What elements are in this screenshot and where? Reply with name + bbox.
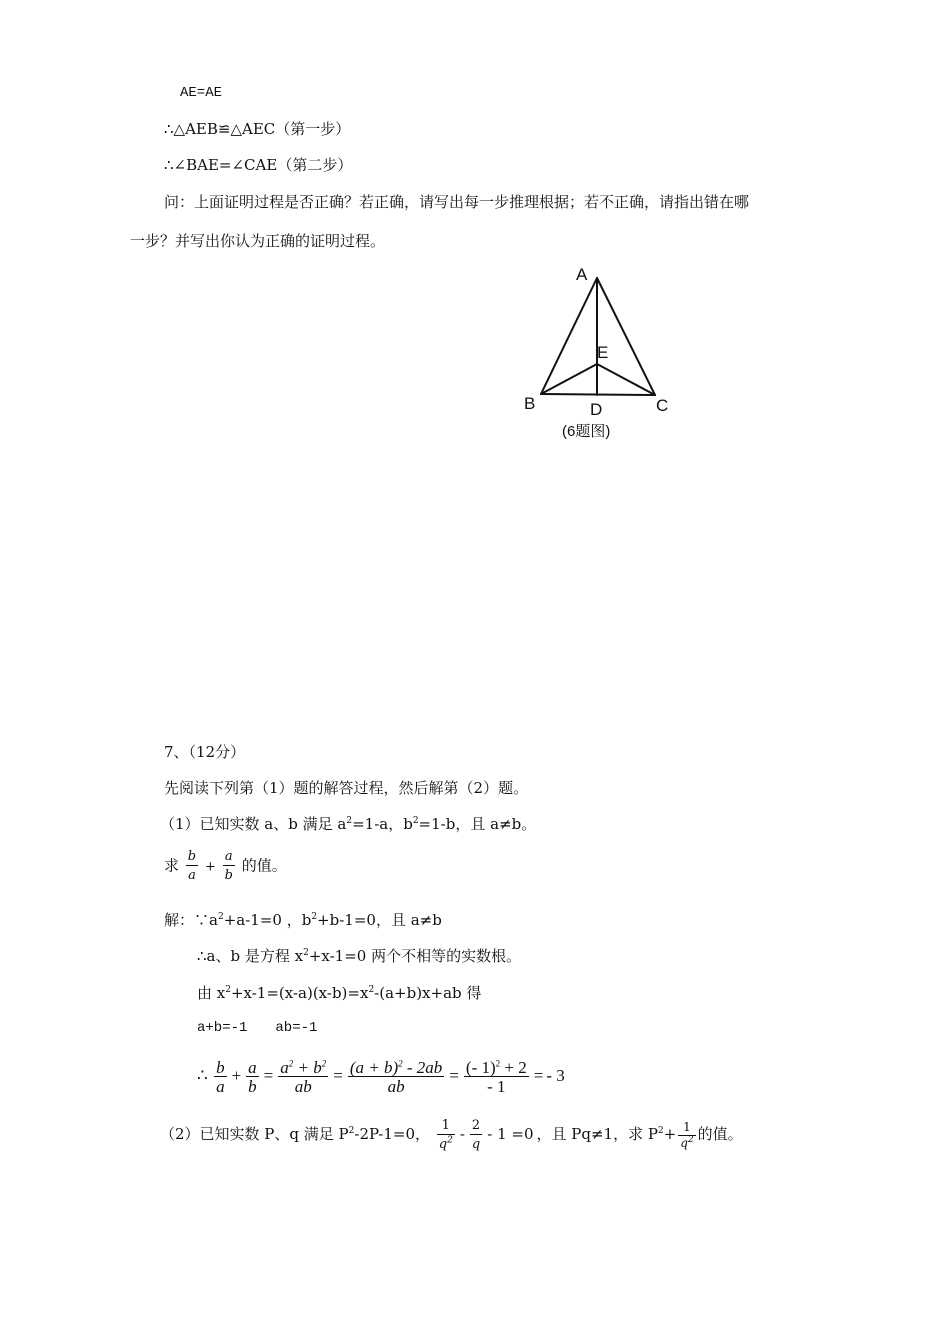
question-line-1: 问：上面证明过程是否正确？若正确，请写出每一步推理根据；若不正确，请指出错在哪 [164,193,750,211]
label-b: B [524,394,536,413]
label-c: C [656,396,669,415]
fraction-b-over-a: $\frac{b}{a}$ [187,849,197,883]
segment-be [541,364,597,394]
proof-line-ae: AE=AE [180,85,223,101]
question-line-2: 一步？并写出你认为正确的证明过程。 [130,232,386,250]
fraction-a-over-b: $\frac{a}{b}$ [224,849,233,883]
problem-heading: 7、（12分） [164,743,246,761]
label-a: A [576,265,588,284]
triangle-figure [515,258,675,448]
segment-ab [541,278,597,394]
label-e: E [597,343,609,362]
solution-line-4: a+b=-1 ab=-1 [197,1020,318,1036]
proof-line-step1: ∴△AEB≌△AEC（第一步） [164,120,351,138]
solution-equation: ∴ $\frac{b}{a}$ + $\frac{a}{b}$ = $\frac{a^2 + b^2}{ab}$ = $\frac{(a + b)^2 - 2ab}{ab}$ = $\frac{(- 1)^2 + 2}{- 1}$ = - 3 [197,1057,565,1096]
problem-intro: 先阅读下列第（1）题的解答过程，然后解第（2）题。 [164,779,529,797]
part2-statement: （2）已知实数 P、q 满足 $P^2-2P-1=0$， $\frac{1}{q^2}$ - $\frac{2}{q}$ - 1 =0 ，且 Pq≠1，求 $P^2+$ $\frac{1}{q^2}$ 的值。 [160,1117,743,1152]
proof-line-step2: ∴∠BAE=∠CAE（第二步） [164,156,353,174]
ask-expression: 求 $\frac{b}{a}$ + $\frac{a}{b}$ 的值。 [164,849,287,883]
figure-caption: (6题图) [562,423,611,440]
segment-ac [597,278,655,395]
part1-statement: （1）已知实数 a、b 满足 $a^2=1-a$，$b^2=1-b$，且 a≠b。 [160,815,537,833]
solution-line-1: 解：$\because a^2+a-1=0$ ，$b^2+b-1=0$，且 a≠b [164,911,442,929]
label-d: D [590,400,603,419]
solution-line-2: ∴a、b 是方程 $x^2+x-1=0$ 两个不相等的实数根。 [197,947,522,965]
solution-line-3: 由 $x^2+x-1=(x-a)(x-b)=x^2-(a+b)x+ab$ 得 [197,984,482,1002]
